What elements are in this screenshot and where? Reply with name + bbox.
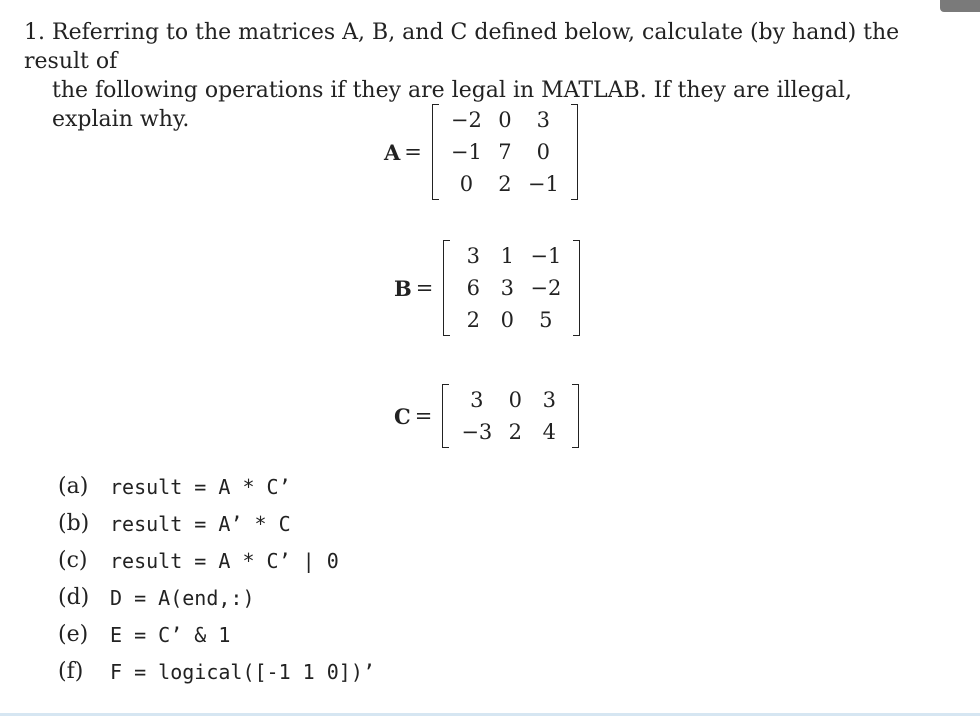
right-bracket bbox=[572, 384, 579, 448]
matrix-cell: −1 bbox=[527, 172, 559, 196]
matrix-cell: 3 bbox=[466, 244, 481, 268]
matrix-row bbox=[456, 272, 567, 304]
matrix-cell: −1 bbox=[530, 244, 562, 268]
part-e bbox=[58, 616, 375, 653]
part-label: (c) bbox=[58, 548, 88, 573]
part-code: F = logical([-1 1 0])’ bbox=[110, 659, 375, 684]
matrix-cell: 3 bbox=[542, 388, 556, 412]
matrix-b bbox=[394, 240, 580, 336]
part-code: result = A * C’ | 0 bbox=[110, 548, 339, 573]
matrix-c-entries bbox=[455, 384, 566, 448]
matrix-b-entries bbox=[456, 240, 567, 336]
part-a bbox=[58, 468, 375, 505]
matrix-cell: 2 bbox=[508, 420, 522, 444]
matrix-row bbox=[445, 104, 565, 136]
matrix-cell: −2 bbox=[450, 108, 482, 132]
matrix-cell: 3 bbox=[500, 276, 515, 300]
matrix-row bbox=[455, 416, 566, 448]
matrix-c-equals: = bbox=[414, 404, 433, 428]
parts-list bbox=[58, 468, 375, 690]
part-code: D = A(end,:) bbox=[110, 585, 255, 610]
part-label: (d) bbox=[58, 585, 90, 610]
part-b bbox=[58, 505, 375, 542]
matrix-cell: 6 bbox=[466, 276, 481, 300]
matrix-b-equals: = bbox=[415, 276, 434, 300]
matrix-row bbox=[445, 168, 565, 200]
matrix-b-name: B bbox=[394, 275, 412, 301]
part-code: E = C’ & 1 bbox=[110, 622, 231, 647]
window-corner-tab bbox=[940, 0, 980, 12]
matrix-cell: 0 bbox=[508, 388, 522, 412]
problem-line-1 bbox=[24, 18, 924, 76]
part-f bbox=[58, 653, 375, 690]
matrix-cell: 4 bbox=[542, 420, 556, 444]
part-label: (b) bbox=[58, 511, 90, 536]
matrix-b-brackets bbox=[443, 240, 580, 336]
part-label: (a) bbox=[58, 474, 89, 499]
matrix-cell: 3 bbox=[470, 388, 484, 412]
part-code: result = A * C’ bbox=[110, 474, 291, 499]
part-label: (e) bbox=[58, 622, 89, 647]
right-bracket bbox=[573, 240, 580, 336]
matrix-row bbox=[456, 304, 567, 336]
matrix-a-brackets bbox=[432, 104, 578, 200]
part-d bbox=[58, 579, 375, 616]
matrix-row bbox=[455, 384, 566, 416]
part-label: (f) bbox=[58, 659, 84, 684]
part-c bbox=[58, 542, 375, 579]
problem-text-line-1: Referring to the matrices A, B, and C defined below, calculate (by hand) the result of bbox=[24, 20, 900, 74]
left-bracket bbox=[443, 240, 450, 336]
matrix-cell: 2 bbox=[498, 172, 512, 196]
matrix-a-name: A bbox=[384, 139, 401, 165]
problem-number: 1. bbox=[24, 20, 45, 45]
matrix-cell: −2 bbox=[530, 276, 562, 300]
matrix-cell: 0 bbox=[498, 108, 512, 132]
matrix-cell: −1 bbox=[450, 140, 482, 164]
matrix-cell: 7 bbox=[498, 140, 512, 164]
matrix-cell: −3 bbox=[461, 420, 493, 444]
matrix-cell: 0 bbox=[500, 308, 515, 332]
part-code: result = A’ * C bbox=[110, 511, 291, 536]
right-bracket bbox=[571, 104, 578, 200]
left-bracket bbox=[432, 104, 439, 200]
matrix-a bbox=[384, 104, 578, 200]
matrix-cell: 1 bbox=[500, 244, 515, 268]
matrix-row bbox=[445, 136, 565, 168]
matrix-c-name: C bbox=[394, 403, 411, 429]
problem-text-line-2: the following operations if they are legal in MATLAB. If they are illegal, explain why. bbox=[52, 78, 852, 132]
matrix-cell: 5 bbox=[539, 308, 553, 332]
matrix-row bbox=[456, 240, 567, 272]
matrix-a-entries bbox=[445, 104, 565, 200]
left-bracket bbox=[442, 384, 449, 448]
matrix-cell: 0 bbox=[459, 172, 474, 196]
matrix-c-brackets bbox=[442, 384, 579, 448]
matrix-cell: 3 bbox=[536, 108, 551, 132]
matrix-c bbox=[394, 384, 579, 448]
matrix-cell: 0 bbox=[536, 140, 551, 164]
matrix-a-equals: = bbox=[404, 140, 422, 164]
matrix-cell: 2 bbox=[466, 308, 481, 332]
